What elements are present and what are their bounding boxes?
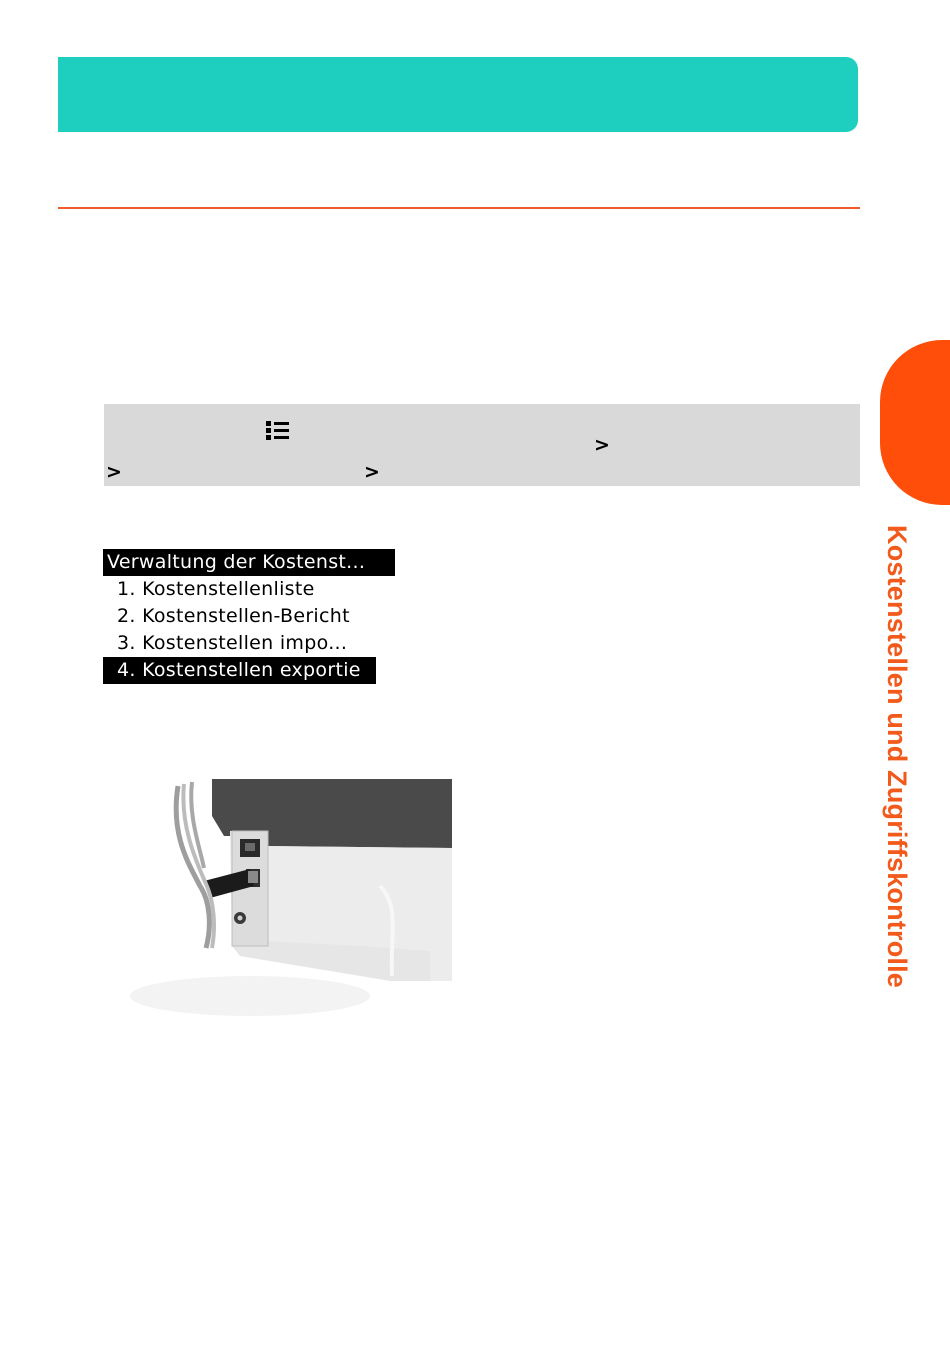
lcd-screen [103,549,395,684]
usb-port-photo [100,776,452,1038]
chapter-tab [880,340,950,505]
header-bar [58,57,858,132]
path-separator: > [594,434,610,456]
chapter-label: Kostenstellen und Zugriffskontrolle [882,525,912,989]
path-separator: > [106,461,122,483]
lcd-menu-item[interactable]: 1. Kostenstellenliste [117,578,315,600]
lcd-menu-item[interactable]: 3. Kostenstellen impo... [117,632,348,654]
path-separator: > [364,461,380,483]
menu-path-box [104,404,860,486]
section-divider [58,207,860,209]
lcd-title: Verwaltung der Kostenst... [103,549,395,576]
list-menu-icon [266,420,290,442]
lcd-menu-item[interactable]: 2. Kostenstellen-Bericht [117,605,350,627]
lcd-menu-item-selected[interactable]: 4. Kostenstellen exportie [103,657,376,684]
